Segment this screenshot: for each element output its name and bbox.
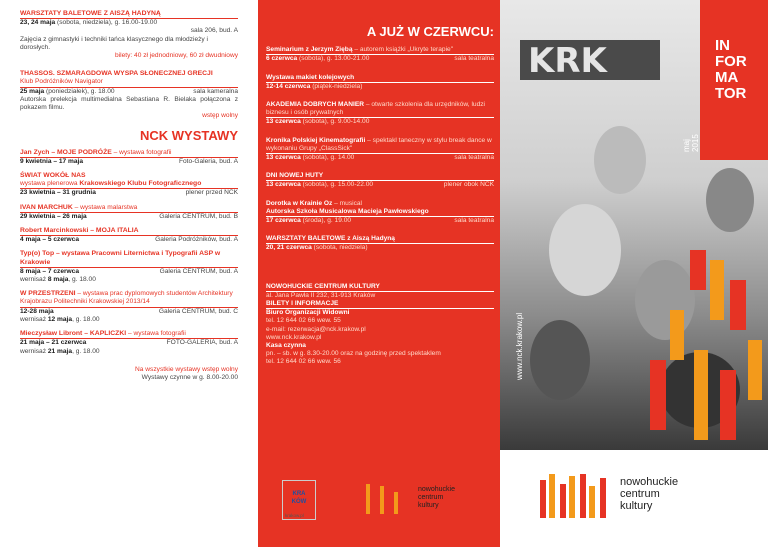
event-time: (sobota), g. 9.00-14.00 (300, 118, 370, 126)
exhibition-place: FOTO-GALERIA, bud. A (166, 339, 238, 347)
vernissage-time: , g. 18.00 (72, 347, 100, 355)
event-title: DNI NOWEJ HUTY (266, 172, 494, 181)
exhibition-date: 29 kwietnia – 26 maja (20, 212, 87, 220)
event-date: 12-14 czerwca (266, 82, 311, 90)
event-desc: – autorem książki „Ukryte terapie" (352, 46, 454, 54)
exhibition-date: 8 maja – 7 czerwca (20, 267, 80, 275)
exhibition-5 (20, 250, 238, 284)
exhibition-type: – wystawa fotografii (111, 148, 172, 156)
vernissage-time: , g. 18.00 (72, 315, 100, 323)
section-header: A JUŻ W CZERWCU: (366, 24, 494, 39)
event-place: plener obok NCK (443, 181, 494, 189)
event-place: sala teatralna (454, 217, 494, 225)
exhibition-club: Krakowskiego Klubu Fotograficznego (79, 180, 202, 188)
exhibition-title: IVAN MARCHUK (20, 203, 73, 211)
vernissage-label: wernisaż (20, 315, 48, 323)
event-title: THASSOS. SZMARAGDOWA WYSPA SŁONECZNEJ GRECJI (20, 70, 213, 78)
exhibition-place: plener przed NCK (185, 189, 238, 197)
event-dorotka (266, 200, 494, 226)
exhibition-date: 23 kwietnia – 31 grudnia (20, 189, 96, 197)
website-link[interactable]: www.nck.krakow.pl (266, 333, 322, 341)
email-link[interactable]: e-mail: rezerwacja@nck.krakow.pl (266, 325, 366, 333)
event-place: sala 206, bud. A (190, 27, 238, 35)
nck-logo-large (540, 474, 740, 524)
nck-mark-large (540, 474, 610, 524)
event-date: 23, 24 maja (20, 19, 56, 27)
exhibition-title: Jan Zych – MOJE PODRÓŻE (20, 148, 112, 156)
exhibition-title: Typ(o) Top – wystawa Pracowni Liternictwa i Typografii ASP w Krakowie (20, 250, 238, 267)
nck-logo-small (360, 484, 500, 524)
event-time: (sobota, niedziela), g. 16.00-19.00 (55, 19, 158, 27)
event-dni-nowej-huty (266, 172, 494, 189)
vernissage-time: , g. 18.00 (68, 276, 96, 284)
vernissage-date: 21 maja (47, 347, 73, 355)
event-models (266, 74, 494, 91)
vernissage-label: wernisaż (20, 347, 48, 355)
exhibition-1 (20, 149, 238, 166)
event-title: Wystawa makiet kolejowych (266, 74, 494, 83)
krk-text: KRK (528, 41, 607, 81)
event-title: Kronika Polskiej Kinematografii (266, 136, 366, 144)
event-time: (piątek-niedziela) (310, 82, 363, 90)
website-vertical[interactable]: www.nck.krakow.pl (515, 312, 524, 380)
contact-address: al. Jana Pawła II 232, 31-913 Kraków (266, 291, 376, 299)
event-title: Seminarium z Jerzym Ziębą (266, 46, 353, 54)
decorative-blocks (630, 250, 768, 450)
krakow-logo: KRA KÓW krakow.pl (282, 480, 316, 520)
exhibition-2 (20, 172, 238, 198)
free-entry-note: Na wszystkie wystawy wstęp wolny (135, 365, 238, 373)
nck-name-large: nowohuckie centrum kultury (620, 476, 679, 512)
event-title: Dorotka w Krainie Oz (266, 199, 333, 207)
exhibition-place: Foto-Galeria, bud. A (178, 157, 238, 165)
contact-name: NOWOHUCKIE CENTRUM KULTURY (266, 283, 494, 292)
box-office-name: Biuro Organizacji Widowni (266, 309, 350, 317)
exhibition-date: 9 kwietnia – 17 maja (20, 157, 84, 165)
cashier-hours: pn. – sb. w g. 8.30-20.00 oraz na godzinę przed spektaklem (266, 350, 441, 358)
exhibition-7 (20, 330, 238, 356)
event-sub: Klub Podróżników Navigator (20, 78, 238, 87)
event-desc: Zajęcia z gimnastyki i techniki tańca klasycznego dla młodzieży i dorosłych. (20, 35, 209, 51)
event-desc: Autorska prelekcja multimedialna Sebastiana R. Bielaka połączona z pokazem filmu. (20, 95, 238, 112)
event-title: WARSZTATY BALETOWE z Aiszą Hadyną (266, 235, 494, 244)
phone: tel. 12 644 02 66 wew. 55 (266, 317, 341, 325)
june-panel (258, 0, 500, 547)
tickets-header: BILETY I INFORMACJE (266, 300, 494, 309)
event-date: 25 maja (20, 87, 45, 95)
event-manners (266, 101, 494, 127)
exhibition-desc: wystawa plenerowa (20, 180, 80, 188)
event-date: 13 czerwca (266, 181, 301, 189)
event-place: sala kameralna (193, 87, 238, 95)
event-time: (środa), g. 19.00 (300, 217, 352, 225)
exhibition-date: 21 maja – 21 czerwca (20, 339, 87, 347)
exhibition-type: – wystawa malarstwa (72, 203, 138, 211)
event-date: 17 czerwca (266, 217, 301, 225)
exhibition-date: 4 maja – 5 czerwca (20, 236, 80, 244)
section-header: NCK WYSTAWY (140, 128, 238, 144)
vernissage-date: 8 maja (47, 276, 69, 284)
event-ballet-june (266, 235, 494, 252)
issue-date: maj 2015 (682, 134, 700, 152)
exhibition-title: Mieczysław Libront – KAPLICZKI (20, 330, 127, 338)
event-title: WARSZTATY BALETOWE Z AISZĄ HADYNĄ (20, 10, 238, 19)
event-title: AKADEMIA DOBRYCH MANIER (266, 101, 365, 109)
event-time: (sobota), g. 14.00 (300, 154, 355, 162)
exhibition-6 (20, 290, 238, 324)
opening-hours-note: Wystawy czynne w g. 8.00-20.00 (141, 373, 238, 381)
exhibitions-footer (20, 366, 238, 382)
exhibition-place: Galeria CENTRUM, bud. B (159, 212, 238, 220)
event-place: sala teatralna (454, 55, 494, 63)
event-date: 13 czerwca (266, 154, 301, 162)
event-price: wstęp wolny (202, 112, 238, 120)
event-time: (poniedziałek), g. 18.00 (44, 87, 115, 95)
event-time: (sobota), g. 13.00-21.00 (297, 55, 370, 63)
event-sub: Autorska Szkoła Musicalowa Macieja Pawłowskiego (266, 208, 494, 217)
event-place: sala teatralna (454, 154, 494, 162)
exhibition-type: – wystawa fotografii (126, 330, 186, 338)
vernissage-date: 12 maja (47, 315, 73, 323)
event-desc: – otwarte szkolenia dla urzędników, ludzi biznesu i osób prywatnych (266, 101, 486, 117)
event-time: (sobota, niedziela) (311, 244, 368, 252)
exhibition-date: 12-28 maja (20, 307, 54, 315)
left-column (20, 10, 238, 382)
exhibition-title: ŚWIAT WOKÓŁ NAS (20, 172, 86, 180)
vernissage-label: wernisaż (20, 276, 48, 284)
event-date: 6 czerwca (266, 55, 298, 63)
informator-title: IN FOR MA TOR (715, 37, 747, 102)
event-cinema (266, 137, 494, 163)
cashier-header: Kasa czynna (266, 342, 306, 350)
exhibition-3 (20, 204, 238, 221)
contact-block (266, 283, 494, 367)
event-desc: – spektakl taneczny w stylu break dance w wykonaniu Grupy „ClassSick" (266, 136, 492, 152)
event-ballet-may (20, 10, 238, 60)
exhibition-4 (20, 227, 238, 244)
event-date: 13 czerwca (266, 118, 301, 126)
exhibition-title: Robert Marcinkowski – MOJA ITALIA (20, 227, 238, 236)
event-thassos (20, 70, 238, 120)
nck-name-small: nowohuckie centrum kultury (418, 486, 455, 509)
exhibition-place: Galeria Podróżników, bud. A (155, 236, 238, 244)
event-price: bilety: 40 zł jednodniowy, 60 zł dwudniowy (114, 52, 238, 60)
exhibition-desc: – wystawa prac dyplomowych studentów Architektury Krajobrazu Politechniki Krakowskiej 2013/14 (20, 290, 233, 306)
exhibition-place: Galeria CENTRUM, bud. C (158, 307, 238, 315)
event-seminar (266, 46, 494, 63)
phone-2: tel. 12 644 02 66 wew. 56 (266, 358, 341, 366)
event-desc: – musical (332, 199, 363, 207)
nck-mark-small (360, 484, 410, 518)
event-time: (sobota), g. 15.00-22.00 (300, 181, 374, 189)
event-date: 20, 21 czerwca (266, 244, 312, 252)
exhibition-place: Galeria CENTRUM, bud. A (159, 267, 238, 275)
exhibition-title: W PRZESTRZENI (20, 290, 76, 298)
